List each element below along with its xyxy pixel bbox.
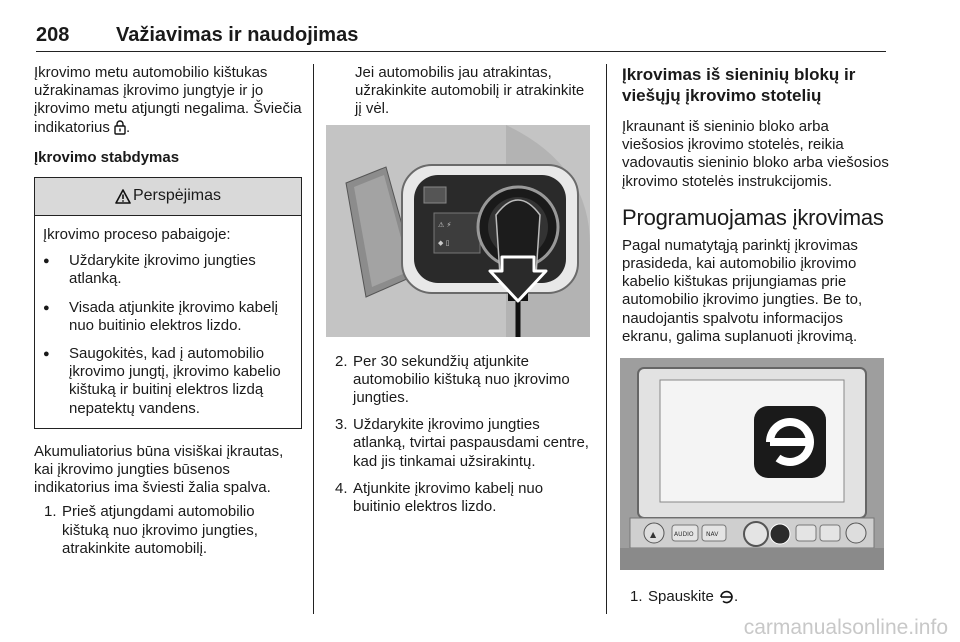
svg-text:▲: ▲ xyxy=(650,530,657,540)
wallbox-heading: Įkrovimas iš sieninių blokų ir viešųjų įkrovimo stotelių xyxy=(622,65,856,105)
warning-bullets xyxy=(43,252,291,418)
page-header xyxy=(36,22,886,52)
stop-charging-heading: Įkrovimo stabdymas xyxy=(34,148,180,166)
wallbox-paragraph: Įkraunant iš sieninio bloko arba viešosios įkrovimo stotelės, reikia vadovautis sieninio bloko arba viešosios įkrovimo stotelės instrukcijomis. xyxy=(622,118,889,190)
warning-header xyxy=(35,178,301,216)
column-divider-1 xyxy=(313,64,314,614)
page-number: 208 xyxy=(36,24,70,46)
warning-bullet: ● Visada atjunkite įkrovimo kabelį nuo buitinio elektros lizdo. xyxy=(43,299,291,335)
warning-body xyxy=(35,216,301,428)
steps-list-2 xyxy=(327,353,593,517)
column-2 xyxy=(327,64,593,525)
step-item: 3. Uždarykite įkrovimo jungties atlanką, tvirtai paspausdami centre, kad jis tinkamai užsirakintų. xyxy=(335,416,589,470)
watermark: carmanualsonline.info xyxy=(743,616,948,639)
warning-triangle-icon xyxy=(115,189,131,204)
warning-intro: Įkrovimo proceso pabaigoje: xyxy=(43,226,231,244)
e-charge-icon xyxy=(718,589,734,605)
infotainment-console-photo xyxy=(620,358,884,570)
relock-paragraph: Jei automobilis jau atrakintas, užrakinkite automobilį ir atrakinkite jį vėl. xyxy=(355,64,585,118)
column-divider-2 xyxy=(606,64,607,614)
step-item: 1. Prieš atjungdami automobilio kištuką nuo įkrovimo jungties, atrakinkite automobilį. xyxy=(44,503,258,557)
steps-list-1 xyxy=(34,503,302,558)
warning-bullet: ● Saugokitės, kad į automobilio įkrovimo jungtį, įkrovimo kabelio kištuką ir buitinį elektros lizdą nepatektų vandens. xyxy=(43,345,291,418)
audio-button-label: AUDIO xyxy=(674,531,694,539)
charging-port-photo xyxy=(326,125,590,337)
step-item: 1. Spauskite . xyxy=(630,588,739,606)
column-3 xyxy=(622,64,890,615)
steps-list-3 xyxy=(622,588,890,606)
programmable-charging-heading: Programuojamas įkrovimas xyxy=(622,204,884,230)
padlock-icon xyxy=(114,120,126,135)
step-item: 2. Per 30 sekundžių atjunkite automobilio kištuką nuo įkrovimo jungties. xyxy=(335,352,570,407)
battery-full-paragraph: Akumuliatorius būna visiškai įkrautas, kai įkrovimo jungties būsenos indikatorius ima šviesti žalia spalva. xyxy=(34,442,284,497)
nav-button-label: NAV xyxy=(706,531,719,539)
step-item: 4. Atjunkite įkrovimo kabelį nuo buitinio elektros lizdo. xyxy=(335,479,544,516)
warning-bullet: ● Uždarykite įkrovimo jungties atlanką. xyxy=(43,252,291,288)
warning-title: Perspėjimas xyxy=(132,187,222,205)
charging-lock-paragraph: Įkrovimo metu automobilio kištukas užrakinamas įkrovimo jungtyje ir jo įkrovimo metu atjungti negalima. Šviečia indikatorius . xyxy=(34,64,302,136)
warning-box xyxy=(34,177,302,429)
column-1 xyxy=(34,64,302,567)
svg-text:◆ ▯: ◆ ▯ xyxy=(438,238,450,247)
programmable-charging-paragraph: Pagal numatytąją parinktį įkrovimas prasideda, kai automobilio įkrovimo kabelio kištukas prijungiamas prie automobilio įkrovimo jungties. Be to, naudojantis spalvotu informacijos ekranu, galima suplanuoti įkrovimą. xyxy=(622,236,863,345)
charging-lock-text: Įkrovimo metu automobilio kištukas užrakinamas įkrovimo jungtyje ir jo įkrovimo metu atjungti negalima. Šviečia indikatorius xyxy=(34,64,302,136)
page-title: Važiavimas ir naudojimas xyxy=(116,24,359,46)
svg-text:⚠ ⚡: ⚠ ⚡ xyxy=(438,220,452,229)
